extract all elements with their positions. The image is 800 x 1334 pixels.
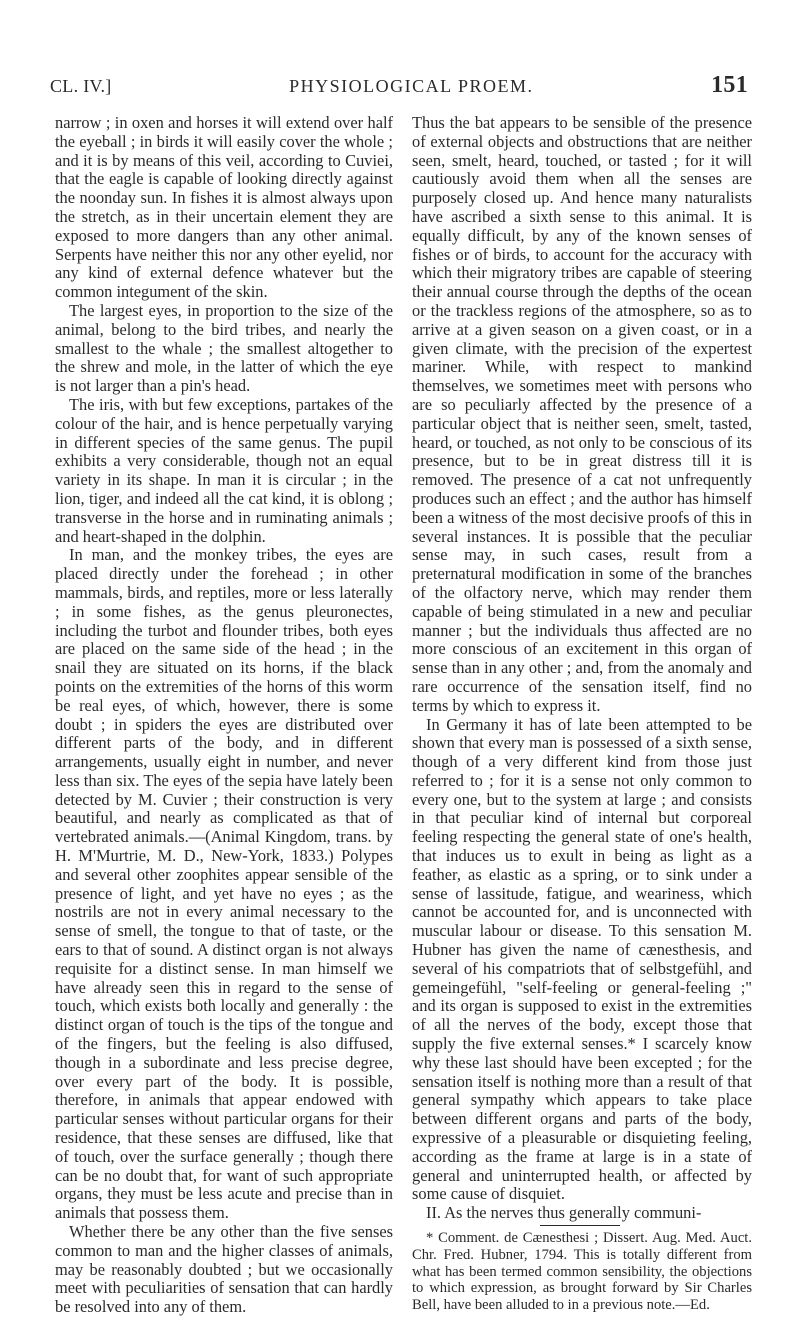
paragraph: Thus the bat appears to be sensible of the presence of external objects and obstructions that are neither seen, smelt, heard, touched, or tasted ; for it will cautiously avoid them when all the senses are purposely closed up. And hence many naturalists have ascribed a sixth sense to this animal. It is equally difficult, by any of the known senses of fishes or of birds, to account for the accuracy with which their migratory tribes are capable of steering their annual course through the depths of the ocean or the trackless regions of the atmosphere, so as to arrive at a given season on a given coast, or in a given climate, with the precision of the expertest mariner. While, with respect to mankind themselves, we sometimes meet with persons who are so peculiarly affected by the presence of a particular object that is neither seen, smelt, tasted, heard, or touched, as not only to be conscious of its presence, but to be in great distress till it is removed. The presence of a cat not unfrequently produces such an effect ; and the author has himself been a witness of the most decisive proofs of this in several instances. It is possible that the peculiar sense may, in such cases, result from a preternatural modification in some of the branches of the olfactory nerve, which may render them capable of being stimulated in a new and peculiar manner ; but the individuals thus affected are no more conscious of an excitement in this organ of sense than in any other ; and, from the anomaly and rare occurrence of the sensation itself, find no terms by which to express it. <box>412 113 752 715</box>
left-column <box>55 114 393 1317</box>
chapter-marker: CL. IV.] <box>50 76 112 96</box>
paragraph: Whether there be any other than the five senses common to man and the higher classes of animals, may be reasonably doubted ; but we occasionally meet with peculiarities of sensation that can hardly be resolved into any of them. <box>55 1222 393 1317</box>
paragraph: narrow ; in oxen and horses it will extend over half the eyeball ; in birds it will easily cover the whole ; and it is by means of this veil, according to Cuviei, that the eagle is capable of looking directly against the noonday sun. In fishes it is almost always upon the stretch, as in their uncertain element they are exposed to more dangers than any other animal. Serpents have neither this nor any other eyelid, nor any kind of external defence whatever but the common integument of the skin. <box>55 113 393 302</box>
paragraph: II. As the nerves thus generally communi- <box>426 1203 702 1223</box>
running-title: PHYSIOLOGICAL PROEM. <box>289 76 534 96</box>
paragraph: The iris, with but few exceptions, partakes of the colour of the hair, and is hence perpetually varying in different species of the same genus. The pupil exhibits a very considerable, though not an equal variety in its shape. In man it is circular ; in the lion, tiger, and indeed all the cat kind, it is oblong ; transverse in the horse and in ruminating animals ; and heart-shaped in the dolphin. <box>55 394 393 546</box>
page-number: 151 <box>711 72 748 98</box>
running-header <box>50 72 748 106</box>
paragraph: In man, and the monkey tribes, the eyes are placed directly under the forehead ; in other mammals, birds, and reptiles, more or less laterally ; in some fishes, as the genus pleuronectes, including the turbot and flounder tribes, both eyes are placed on the same side of the head ; in the snail they are situated on its horns, if the black points on the extremities of the horns of this worm be real eyes, of which, however, there is some doubt ; in spiders the eyes are distributed over different parts of the body, and in different arrangements, usually eight in number, and never less than six. The eyes of the sepia have lately been detected by M. Cuvier ; their construction is very beautiful, and nearly as complicated as that of vertebrated animals.—(Animal Kingdom, trans. by H. M'Murtrie, M. D., New-York, 1833.) Polypes and several other zoophites appear sensible of the presence of light, and yet have no eyes ; as the nostrils are not in every animal necessary to the sense of smell, the tongue to that of taste, or the ears to that of sound. A distinct organ is not always requisite for a distinct sense. In man himself we have already seen this in regard to the sense of touch, which exists both locally and generally : the distinct organ of touch is the tips of the tongue and of the fingers, but the feeling is also diffused, though in a subordinate and less precise degree, over every part of the body. It is possible, therefore, in animals that appear endowed with particular senses without particular organs for their residence, that these senses are diffused, like that of touch, over the surface generally ; though there can be no doubt that, for want of such appropriate organs, they must be less acute and precise than in animals that possess them. <box>55 545 393 1223</box>
footnote: * Comment. de Cænesthesi ; Dissert. Aug. Med. Auct. Chr. Fred. Hubner, 1794. This is totally different from what has been termed common sensibility, the objections to which expression, as brought forward by Sir Charles Bell, have been alluded to in a previous note.—Ed. <box>412 1230 752 1314</box>
footnote-divider <box>540 1225 620 1226</box>
right-column <box>412 114 752 1314</box>
paragraph: In Germany it has of late been attempted to be shown that every man is possessed of a sixth sense, though of a very different kind from those just referred to ; for it is a sense not only common to every one, but to the system at large ; and consists in that peculiar kind of internal but corporeal feeling respecting the general state of one's health, that induces us to exult in being as light as a feather, as elastic as a spring, or to sink under a sense of lassitude, fatigue, and weariness, which cannot be accounted for, and is unconnected with muscular labour or disease. To this sensation M. Hubner has given the name of cænesthesis, and several of his compatriots that of selbstgefühl, and gemeingefühl, "self-feeling or general-feeling ;" and its organ is supposed to exist in the extremities of all the nerves of the body, except those that supply the five external senses.* I scarcely know why these last should have been excepted ; for the sensation itself is nothing more than a result of that general sympathy which appears to take place between different organs and parts of the body, expressive of a pleasurable or disquieting feeling, according as the frame at large is in a state of general and uninterrupted health, or affected by some cause of disquiet. <box>412 714 752 1204</box>
paragraph: The largest eyes, in proportion to the size of the animal, belong to the bird tribes, and nearly the smallest to the whale ; the smallest altogether to the shrew and mole, in the latter of which the eye is not larger than a pin's head. <box>55 300 393 396</box>
